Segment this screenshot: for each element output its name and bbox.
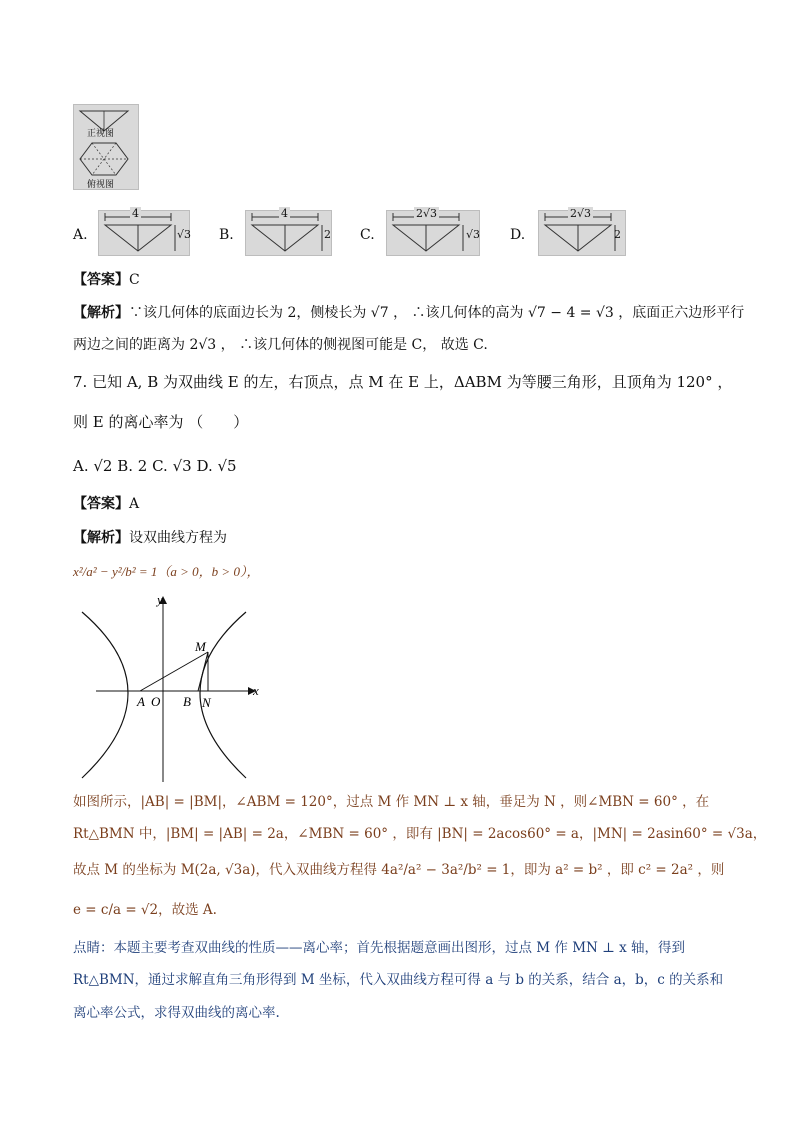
front-view-label: 正视图 <box>87 129 115 139</box>
label-m: M <box>195 639 206 654</box>
option-a-side-label: √3 <box>177 228 192 241</box>
label-b: B <box>183 694 191 709</box>
option-letter-d: D. <box>510 227 526 243</box>
q7-stem-line1: 7. 已知 A, B 为双曲线 E 的左，右顶点，点 M 在 E 上，ΔABM 为等腰三角形，且顶角为 120° ， <box>73 373 733 391</box>
analysis-text: 设双曲线方程为 <box>129 530 227 546</box>
answer-label: 【答案】 <box>73 272 129 288</box>
solution-line2: Rt△BMN 中，|BM| = |AB| = 2a，∠MBN = 60° ，即有 |BN| = 2acos60° = a，|MN| = 2asin60° = √3a， <box>73 826 767 842</box>
label-y: y <box>157 592 163 607</box>
analysis-text: ∵该几何体的底面边长为 2，侧棱长为 √7 ， ∴该几何体的高为 √7 − 4 = √3 ，底面正六边形平行 <box>129 305 745 321</box>
answer-label: 【答案】 <box>73 496 129 512</box>
label-a: A <box>137 694 145 709</box>
q6-analysis-line2: 两边之间的距离为 2√3 ， ∴该几何体的侧视图可能是 C， 故选 C. <box>73 337 488 353</box>
segment-am <box>140 652 208 691</box>
comment-line2: Rt△BMN，通过求解直角三角形得到 M 坐标，代入双曲线方程可得 a 与 b 的关系，结合 a，b，c 的关系和 <box>73 972 724 988</box>
hyperbola-equation: x²/a² − y²/b² = 1（a > 0，b > 0）， <box>73 564 260 579</box>
answer-value: C <box>129 272 140 288</box>
label-o: O <box>151 694 161 709</box>
option-b-top-label: 4 <box>281 207 288 220</box>
option-letter-c: C. <box>360 227 375 243</box>
left-branch <box>82 612 128 778</box>
label-n: N <box>202 695 211 710</box>
option-d-side-label: 2 <box>614 228 621 241</box>
option-letter-a: A. <box>73 227 88 243</box>
hyperbola-graph <box>80 592 270 784</box>
option-c-top-label: 2√3 <box>416 207 438 220</box>
solution-line1: 如图所示，|AB| = |BM|，∠ABM = 120°，过点 M 作 MN ⊥ x 轴，垂足为 N ，则∠MBN = 60° ，在 <box>73 794 710 810</box>
solution-line3: 故点 M 的坐标为 M(2a, √3a)，代入双曲线方程得 4a²/a² − 3a²/b² = 1，即为 a² = b² ，即 c² = 2a² ，则 <box>73 862 725 878</box>
option-d-top-label: 2√3 <box>570 207 592 220</box>
q6-analysis-line1 <box>73 303 744 323</box>
option-c-side-label: √3 <box>466 228 481 241</box>
q6-answer <box>73 270 140 290</box>
q7-answer <box>73 494 139 514</box>
analysis-label: 【解析】 <box>73 305 129 321</box>
comment-line1: 点睛：本题主要考查双曲线的性质——离心率；首先根据题意画出图形，过点 M 作 MN ⊥ x 轴，得到 <box>73 940 686 956</box>
q7-choices: A. √2 B. 2 C. √3 D. √5 <box>73 457 237 475</box>
top-view-label: 俯视图 <box>87 180 115 190</box>
comment-line3: 离心率公式，求得双曲线的离心率. <box>73 1005 280 1021</box>
option-a-top-label: 4 <box>132 207 139 220</box>
option-b-side-label: 2 <box>324 228 331 241</box>
answer-value: A <box>129 496 140 512</box>
q7-analysis <box>73 528 227 548</box>
analysis-label: 【解析】 <box>73 530 129 546</box>
q7-stem-line2: 则 E 的离心率为 （ ） <box>73 413 249 431</box>
solution-line4: e = c/a = √2，故选 A. <box>73 902 217 918</box>
option-letter-b: B. <box>219 227 234 243</box>
label-x: x <box>253 683 259 698</box>
segment-bm <box>198 652 208 691</box>
